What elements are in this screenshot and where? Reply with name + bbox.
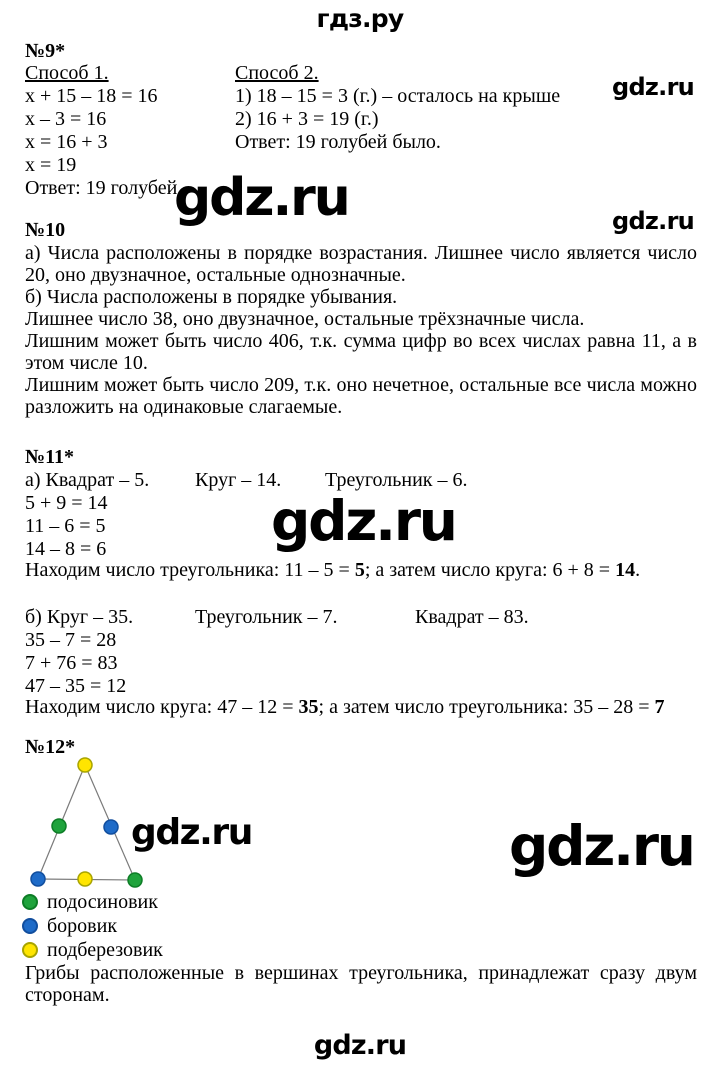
given-value: Треугольник – 6.: [325, 469, 468, 491]
equation-line: 2) 16 + 3 = 19 (г.): [235, 108, 379, 130]
legend-item-blue: [22, 914, 163, 938]
equation-line: 14 – 8 = 6: [25, 538, 107, 560]
paragraph: Лишним может быть число 406, т.к. сумма цифр во всех числах равна 11, а в этом числе 10.: [25, 330, 697, 374]
mushroom-legend: [22, 890, 163, 962]
triangle-left-midpoint-dot: [52, 819, 66, 833]
task-11b-equations: [25, 629, 126, 698]
given-value: Квадрат – 83.: [415, 606, 529, 628]
equation-line: х = 16 + 3: [25, 131, 108, 153]
green-dot-icon: [22, 894, 38, 910]
triangle-diagram: [18, 753, 218, 893]
page-footer: [0, 1030, 720, 1061]
task-11b-conclusion: Находим число круга: 47 – 12 = 35; а затем число треугольника: 35 – 28 = 7: [25, 696, 665, 718]
equation-line: 5 + 9 = 14: [25, 492, 108, 514]
triangle-bottom-midpoint-dot: [78, 872, 92, 886]
given-value: Треугольник – 7.: [195, 606, 338, 628]
equation-line: 7 + 76 = 83: [25, 652, 118, 674]
task-11a-equations: [25, 492, 108, 561]
watermark: gdz.ru: [131, 812, 252, 853]
task-9-title: №9*: [25, 40, 66, 62]
footer-logo: gdz.ru: [313, 1030, 407, 1061]
blue-dot-icon: [22, 918, 38, 934]
watermark: gdz.ru: [271, 489, 456, 553]
equation-line: 11 – 6 = 5: [25, 515, 106, 537]
site-logo: гдз.ру: [316, 4, 404, 33]
task-10-solution: [25, 242, 697, 418]
paragraph: б) Числа расположены в порядке убывания.: [25, 286, 398, 308]
paragraph: Лишним может быть число 209, т.к. оно нечетное, остальные все числа можно разложить на одинаковые слагаемые.: [25, 374, 697, 418]
equation-line: 35 – 7 = 28: [25, 629, 117, 651]
watermark: gdz.ru: [612, 207, 695, 235]
watermark: gdz.ru: [174, 168, 349, 228]
legend-label: подберезовик: [47, 939, 163, 961]
equation-line: х – 3 = 16: [25, 108, 107, 130]
task-11a-conclusion: Находим число треугольника: 11 – 5 = 5; а затем число круга: 6 + 8 = 14.: [25, 559, 641, 581]
triangle-top-vertex-dot: [78, 758, 92, 772]
legend-item-green: [22, 890, 163, 914]
task-12-title: №12*: [25, 736, 76, 758]
paragraph: а) Числа расположены в порядке возрастания. Лишнее число является число 20, оно двузначное, остальные однозначные.: [25, 242, 697, 286]
watermark: gdz.ru: [509, 814, 694, 878]
equation-line: 1) 18 – 15 = 3 (г.) – осталось на крыше: [235, 85, 561, 107]
paragraph: Лишнее число 38, оно двузначное, остальные трёхзначные числа.: [25, 308, 585, 330]
triangle-bottom-right-vertex-dot: [128, 873, 142, 887]
task-9-solution: [25, 62, 560, 200]
paragraph: Грибы расположенные в вершинах треугольника, принадлежат сразу двум сторонам.: [25, 962, 697, 1006]
yellow-dot-icon: [22, 942, 38, 958]
equation-line: х = 19: [25, 154, 77, 176]
task-9-method-2: [235, 62, 560, 200]
task-10-title: №10: [25, 219, 66, 241]
method-1-heading: Способ 1.: [25, 62, 109, 84]
triangle-bottom-left-vertex-dot: [31, 872, 45, 886]
legend-label: подосиновик: [47, 891, 158, 913]
answer-line: Ответ: 19 голубей.: [25, 177, 183, 199]
answer-line: Ответ: 19 голубей было.: [235, 131, 441, 153]
task-9-method-1: [25, 62, 235, 200]
site-header: [0, 4, 720, 33]
given-value: а) Квадрат – 5.: [25, 469, 150, 491]
watermark: gdz.ru: [612, 73, 695, 101]
method-2-heading: Способ 2.: [235, 62, 319, 84]
legend-item-yellow: [22, 938, 163, 962]
triangle-right-midpoint-dot: [104, 820, 118, 834]
given-value: Круг – 14.: [195, 469, 282, 491]
given-value: б) Круг – 35.: [25, 606, 134, 628]
task-12-note: [25, 962, 697, 1006]
legend-label: боровик: [47, 915, 118, 937]
equation-line: 47 – 35 = 12: [25, 675, 127, 697]
equation-line: х + 15 – 18 = 16: [25, 85, 158, 107]
task-11-title: №11*: [25, 446, 74, 468]
